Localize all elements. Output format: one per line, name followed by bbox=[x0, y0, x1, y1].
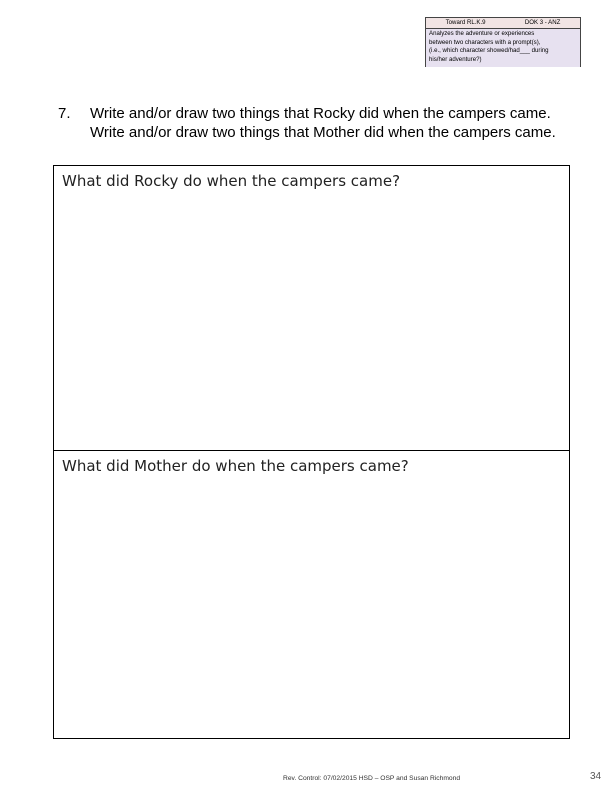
standard-description bbox=[426, 29, 580, 67]
mother-answer-box[interactable] bbox=[53, 450, 570, 739]
page-number: 34 bbox=[590, 771, 602, 782]
rocky-prompt: What did Rocky do when the campers came? bbox=[62, 172, 401, 190]
standard-line: his/her adventure?) bbox=[429, 55, 482, 63]
standard-line: between two characters with a prompt(s), bbox=[429, 38, 541, 46]
question-number: 7. bbox=[58, 105, 71, 122]
dok-level: DOK 3 - ANZ bbox=[524, 18, 561, 26]
standard-line: (i.e., which character showed/had___ during bbox=[429, 47, 549, 55]
standard-header bbox=[426, 18, 580, 29]
question-text: Write and/or draw two things that Rocky did when the campers came. Write and/or draw two things that Mother did when the campers came. bbox=[90, 105, 556, 141]
mother-prompt: What did Mother do when the campers came? bbox=[62, 457, 409, 475]
rev-control-footer: Rev. Control: 07/02/2015 HSD – OSP and Susan Richmond bbox=[283, 775, 461, 782]
standard-line: Analyzes the adventure or experiences bbox=[429, 30, 535, 37]
rocky-answer-box[interactable] bbox=[53, 165, 570, 451]
standard-info-box bbox=[425, 17, 581, 67]
standard-code: Toward RL.K.9 bbox=[445, 18, 486, 26]
